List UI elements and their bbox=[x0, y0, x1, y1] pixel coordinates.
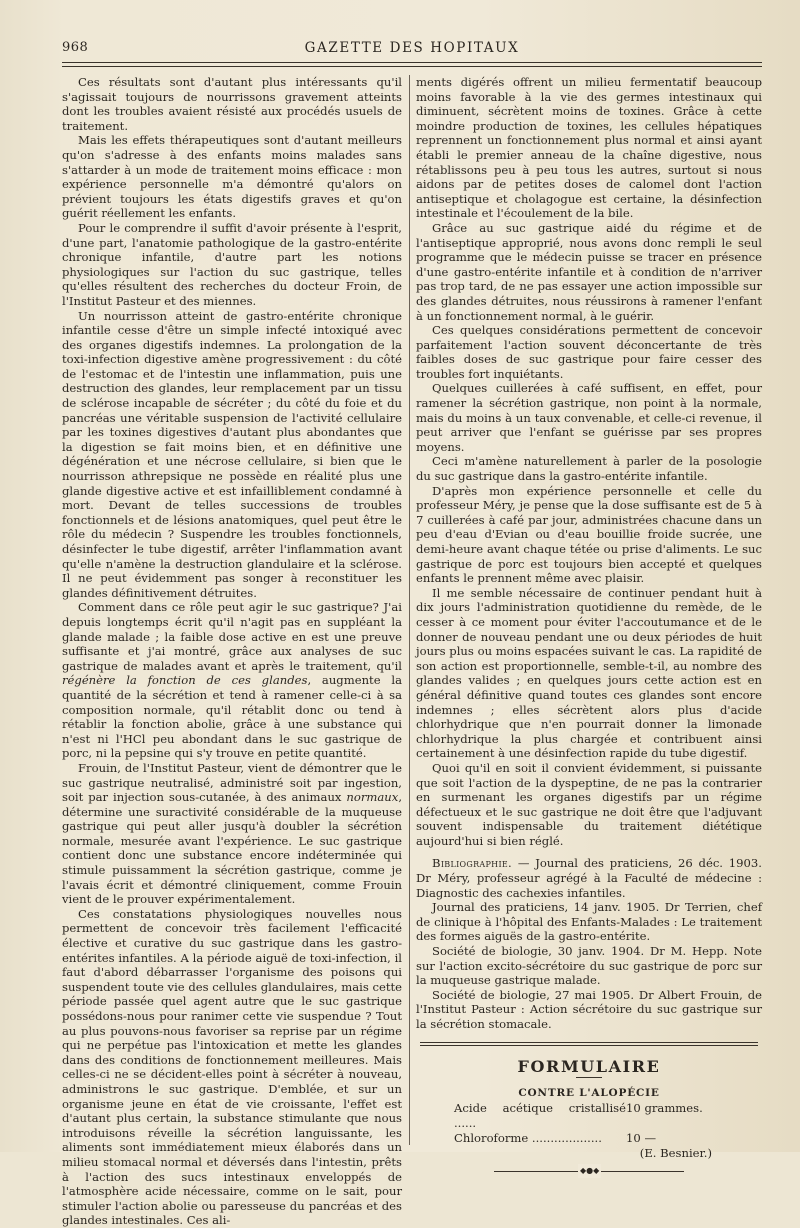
text-run: , détermine une suractivité considérable de la muqueuse gastrique qui peut aller jusqu'à doubler la sécrétion normale, mesurée avant l'expérience. Le suc gastrique contient donc une substance encore indéterminée qui stimule puissamment la sécrétion gastrique, comme je l'avais écrit et démontré cliniquement, comme Frouin vient de le prouver expérimentalement. bbox=[62, 790, 402, 907]
text-run: Frouin, de l'Institut Pasteur, vient de démontrer que le suc gastrique neutralisé, administré soit par ingestion, soit par injection sous-cutanée, à des animaux bbox=[62, 760, 402, 805]
paragraph bbox=[62, 600, 402, 761]
journal-title: GAZETTE DES HOPITAUX bbox=[304, 40, 520, 56]
bibliography-entry: Société de biologie, 27 mai 1905. Dr Albert Frouin, de l'Institut Pasteur : Action sécrétoire du suc gastrique sur la sécrétion stomacale. bbox=[416, 987, 762, 1031]
column-divider bbox=[409, 75, 410, 1145]
paragraph: Ceci m'amène naturellement à parler de la posologie du suc gastrique dans la gastro-entérite infantile. bbox=[416, 454, 762, 484]
title-underline bbox=[576, 1077, 602, 1078]
ornament-icon: ◆●◆ bbox=[578, 1164, 601, 1179]
ingredient-qty: 10 grammes. bbox=[626, 1100, 703, 1115]
left-column bbox=[62, 75, 402, 1228]
paragraph: Ces résultats sont d'autant plus intéressants qu'il s'agissait toujours de nourrissons gravement atteints dont les troubles avaient résisté aux procédés usuels de traitement. bbox=[62, 75, 402, 133]
ingredient-row bbox=[416, 1101, 762, 1131]
bibliography-text: — Journal des praticiens, 26 déc. 1903. Dr Méry, professeur agrégé à la Faculté de médecine : Diagnostic des cachexies infantiles. bbox=[416, 856, 762, 900]
text-run: Comment dans ce rôle peut agir le suc gastrique? J'ai depuis longtemps écrit qu'il n'agit pas en suppléant la glande malade ; la faible dose active en est une preuve suffisante et j'ai montré, grâce aux analyses de suc gastrique de malades avant et après le traitement, qu'il bbox=[62, 600, 402, 673]
bibliography-entry bbox=[416, 856, 762, 900]
formulaire-section bbox=[416, 1042, 762, 1175]
paragraph: ments digérés offrent un milieu fermentatif beaucoup moins favorable à la vie des germes intestinaux qui diminuent, sécrètent moins de toxines. Grâce à cette moindre production de toxines, les cellules hépatiques reprennent un fonctionnement plus normal et ainsi ayant établi le premier anneau de la chaîne digestive, nous rétablissons peu à peu tous les autres, surtout si nous aidons par de petites doses de calomel dont l'action antiseptique et cholagogue est certaine, la désinfection intestinale et l'écoulement de la bile. bbox=[416, 75, 762, 221]
paragraph: Ces quelques considérations permettent de concevoir parfaitement l'action souvent déconcertante de très faibles doses de suc gastrique pour faire cesser des troubles fort inquiétants. bbox=[416, 323, 762, 381]
italic-run: normaux bbox=[346, 790, 399, 805]
header-rule bbox=[62, 62, 762, 63]
paragraph: Ces constatations physiologiques nouvelles nous permettent de concevoir très facilement l'efficacité élective et curative du suc gastrique dans les gastro-entérites infantiles. A la période aiguë de toxi-infection, il faut d'abord débarrasser l'organisme des poisons qui suspendent toute vie des cellules glandulaires, mais cette période passée quel agent autre que le suc gastrique possédons-nous pour ranimer cette vie suspendue ? Tout au plus pouvons-nous favoriser sa reprise par un régime qui ne perpétue pas l'intoxication et mette les glandes dans des conditions de fonctionnement meilleures. Mais celles-ci ne se décident-elles point à sécréter à nouveau, administrons le suc gastrique. D'emblée, et sur un organisme jeune en état de vie croissante, l'effet est d'autant plus certain, la substance stimulante que nous introduisons réveille la sécrétion languissante, les aliments sont immédiatement mieux élaborés dans un milieu stomacal normal et déversés dans l'intestin, prêts à l'action des sucs intestinaux enveloppés de l'atmosphère acide nécessaire, comme on le sait, pour stimuler l'action abolie ou paresseuse du pancréas et des glandes intestinales. Ces ali- bbox=[62, 906, 402, 1228]
page-header bbox=[62, 38, 762, 58]
ingredient-name: Chloroforme ................... bbox=[454, 1130, 602, 1145]
recipe-author: (E. Besnier.) bbox=[639, 1145, 712, 1160]
paragraph: Il me semble nécessaire de continuer pendant huit à dix jours l'administration quotidienne du remède, de le cesser à ce moment pour éviter l'accoutumance et de le donner de nouveau pendant une ou deux périodes de huit jours plus ou moins espacées suivant le cas. La rapidité de son action est proportionnelle, semble-t-il, au nombre des glandes valides ; en quelques jours cette action est en général définitive quand toutes ces glandes sont encore indemnes ; elles sécrètent alors plus d'acide chlorhydrique que n'en pourrait donner la limonade chlorhydrique la plus chargée et contribuent ainsi certainement à une désinfection rapide du tube digestif. bbox=[416, 585, 762, 761]
paragraph: Mais les effets thérapeutiques sont d'autant meilleurs qu'on s'adresse à des enfants moins malades sans s'attarder à un mode de traitement moins efficace : mon expérience personnelle m'a démontré qu'alors on prévient toujours les états digestifs graves et qu'on guérit réellement les enfants. bbox=[62, 133, 402, 221]
ingredient-name: Acide acétique cristallisé ...... bbox=[454, 1100, 626, 1130]
end-ornament bbox=[494, 1167, 684, 1175]
paragraph: Quelques cuillerées à café suffisent, en effet, pour ramener la sécrétion gastrique, non point à la normale, mais du moins à un taux convenable, et celle-ci revenue, il peut arriver que l'enfant se guérisse par ses propres moyens. bbox=[416, 381, 762, 454]
text-run: , augmente la quantité de la sécrétion et tend à ramener celle-ci à sa composition normale, qu'il rétablit donc ou tend à rétablir la fonction abolie, grâce à une substance qui n'est ni l'HCl peu abondant dans le suc gastrique de porc, ni la pepsine qui s'y trouve en petite quantité. bbox=[62, 673, 402, 761]
page-number: 968 bbox=[62, 40, 89, 55]
paragraph: Un nourrisson atteint de gastro-entérite chronique infantile cesse d'être un simple infecté intoxiqué avec des organes digestifs indemnes. La prolongation de la toxi-infection digestive amène progressivement : du côté de l'estomac et de l'intestin une inflammation, puis une destruction des glandes, leur remplacement par un tissu de sclérose incapable de sécréter ; du côté du foie et du pancréas une véritable suspension de l'activité cellulaire par les toxines digestives d'autant plus abondantes que la digestion se fait moins bien, et en définitive une dégénération et une nécrose cellulaire, si bien que le nourrisson athrepsique ne possède en réalité plus une glande digestive active et est infailliblement condamné à mort. Devant de telles successions de troubles fonctionnels et de lésions anatomiques, quel peut être le rôle du médecin ? Suspendre les troubles fonctionnels, désinfecter le tube digestif, arrêter l'inflammation avant qu'elle n'amène la destruction glandulaire et la sclérose. Il ne peut évidemment pas songer à reconstituer les glandes définitivement détruites. bbox=[62, 308, 402, 600]
header-rule-thin bbox=[62, 66, 762, 67]
formulaire-title: FORMULAIRE bbox=[517, 1056, 661, 1076]
paragraph bbox=[62, 761, 402, 907]
bibliography-label: Bibliographie. bbox=[432, 856, 513, 871]
ingredient-row bbox=[416, 1131, 762, 1146]
paragraph: D'après mon expérience personnelle et celle du professeur Méry, je pense que la dose suffisante est de 5 à 7 cuillerées à café par jour, administrées chacune dans un peu d'eau d'Evian ou d'eau bouillie froide sucrée, une demi-heure avant chaque tétée ou prise d'aliments. Le suc gastrique de porc est toujours bien accepté et quelques enfants le prennent même avec plaisir. bbox=[416, 483, 762, 586]
recipe-subtitle: CONTRE L'ALOPÉCIE bbox=[518, 1087, 660, 1100]
paragraph: Pour le comprendre il suffit d'avoir présente à l'esprit, d'une part, l'anatomie pathologique de la gastro-entérite chronique infantile, d'autre part les notions physiologiques sur l'action du suc gastrique, telles qu'elles résultent des recherches du docteur Froin, de l'Institut Pasteur et des miennes. bbox=[62, 220, 402, 308]
paragraph: Quoi qu'il en soit il convient évidemment, si puissante que soit l'action de la dyspeptine, de ne pas la contrarier en surmenant les organes digestifs par un régime défectueux et le suc gastrique ne doit être que l'adjuvant souvent indispensable du traitement diététique aujourd'hui si bien réglé. bbox=[416, 760, 762, 848]
italic-run: régénère la fonction de ces glandes bbox=[62, 673, 308, 688]
bibliography-entry: Société de biologie, 30 janv. 1904. Dr M. Hepp. Note sur l'action excito-sécrétoire du suc gastrique de porc sur la muqueuse gastrique malade. bbox=[416, 944, 762, 988]
section-rule bbox=[420, 1042, 758, 1046]
right-column bbox=[416, 75, 762, 1175]
paragraph: Grâce au suc gastrique aidé du régime et de l'antiseptique approprié, nous avons donc rempli le seul programme que le médecin puisse se tracer en présence d'une gastro-entérite infantile et à condition de n'arriver pas trop tard, de ne pas essayer une action impossible sur des glandes détruites, nous réussirons à ramener l'enfant à un fonctionnement normal, à le guérir. bbox=[416, 220, 762, 323]
bibliography-entry: Journal des praticiens, 14 janv. 1905. Dr Terrien, chef de clinique à l'hôpital des Enfants-Malades : Le traitement des formes aiguës de la gastro-entérite. bbox=[416, 900, 762, 944]
ingredient-qty: 10 — bbox=[626, 1130, 657, 1145]
